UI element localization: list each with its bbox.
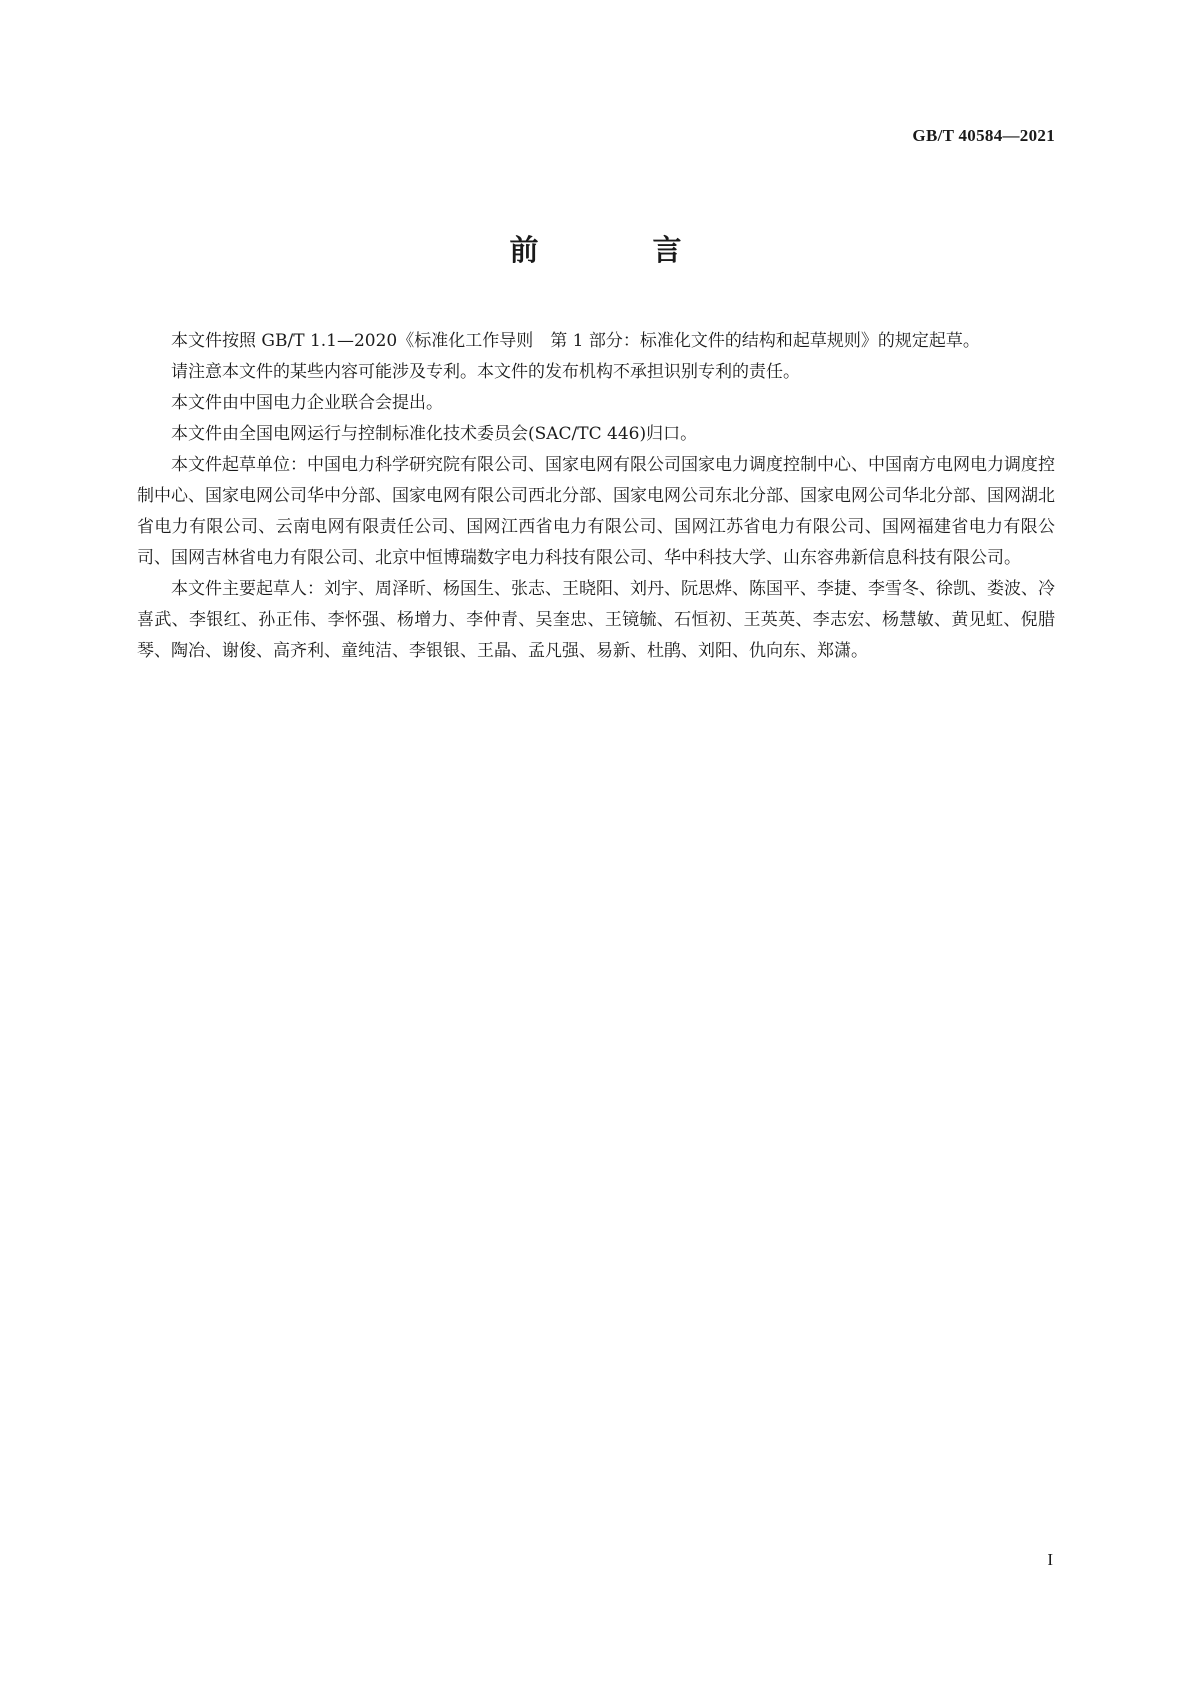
page-number: I: [1047, 1550, 1053, 1569]
paragraph-patent-notice: 请注意本文件的某些内容可能涉及专利。本文件的发布机构不承担识别专利的责任。: [171, 362, 800, 382]
page-title: 前 言: [509, 233, 734, 267]
paragraph-proposer: 本文件由中国电力企业联合会提出。: [171, 393, 443, 413]
foreword-body: [137, 326, 1055, 667]
paragraph-drafting-rules: 本文件按照 GB/T 1.1—2020《标准化工作导则 第 1 部分：标准化文件的结构和起草规则》的规定起草。: [171, 331, 980, 351]
paragraph-technical-committee: 本文件由全国电网运行与控制标准化技术委员会(SAC/TC 446)归口。: [171, 424, 698, 444]
document-code: GB/T 40584—2021: [912, 126, 1055, 145]
paragraph-main-drafters: 本文件主要起草人：刘宇、周泽昕、杨国生、张志、王晓阳、刘丹、阮思烨、陈国平、李捷、李雪冬、徐凯、娄波、冷喜武、李银红、孙正伟、李怀强、杨增力、李仲青、吴奎忠、王镜毓、石恒初、王英英、李志宏、杨慧敏、黄见虹、倪腊琴、陶冶、谢俊、高齐利、童纯洁、李银银、王晶、孟凡强、易新、杜鹃、刘阳、仇向东、郑潇。: [137, 579, 1055, 661]
paragraph-drafting-organizations: 本文件起草单位：中国电力科学研究院有限公司、国家电网有限公司国家电力调度控制中心、中国南方电网电力调度控制中心、国家电网公司华中分部、国家电网有限公司西北分部、国家电网公司东北分部、国家电网公司华北分部、国网湖北省电力有限公司、云南电网有限责任公司、国网江西省电力有限公司、国网江苏省电力有限公司、国网福建省电力有限公司、国网吉林省电力有限公司、北京中恒博瑞数字电力科技有限公司、华中科技大学、山东容弗新信息科技有限公司。: [137, 455, 1055, 568]
